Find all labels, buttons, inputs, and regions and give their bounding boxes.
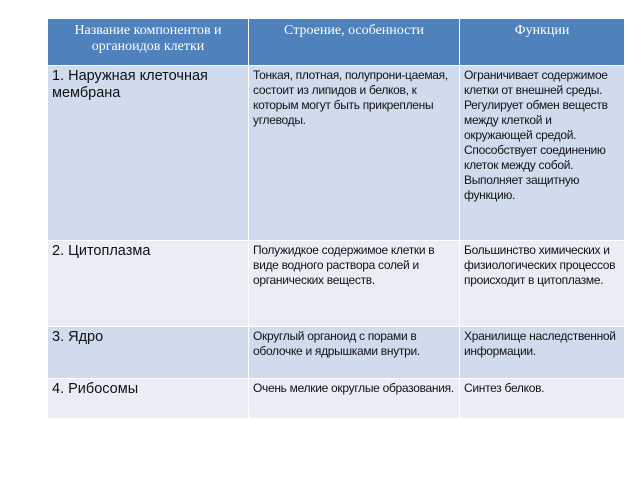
row-name: 2. Цитоплазма [48,241,249,327]
row-structure: Округлый органоид с порами в оболочке и ядрышками внутри. [249,327,460,379]
row-function: Ограничивает содержимое клетки от внешней среды. Регулирует обмен веществ между клеткой и окружающей средой. Способствует соединению клеток между собой. Выполняет защитную функцию. [460,66,625,241]
table-row [48,379,625,419]
row-function: Хранилище наследственной информации. [460,327,625,379]
row-name: 4. Рибосомы [48,379,249,419]
row-structure: Полужидкое содержимое клетки в виде водного раствора солей и органических веществ. [249,241,460,327]
row-function: Синтез белков. [460,379,625,419]
table-header-row [48,19,625,66]
table-row [48,327,625,379]
header-component: Название компонентов и органоидов клетки [48,19,249,66]
row-name: 3. Ядро [48,327,249,379]
table-row [48,66,625,241]
header-function: Функции [460,19,625,66]
row-structure: Тонкая, плотная, полупрони-цаемая, состоит из липидов и белков, к которым могут быть прикреплены углеводы. [249,66,460,241]
cell-organelles-table [47,18,625,419]
table-row [48,241,625,327]
row-structure: Очень мелкие округлые образования. [249,379,460,419]
header-structure: Строение, особенности [249,19,460,66]
row-function: Большинство химических и физиологических процессов происходит в цитоплазме. [460,241,625,327]
row-name: 1. Наружная клеточная мембрана [48,66,249,241]
